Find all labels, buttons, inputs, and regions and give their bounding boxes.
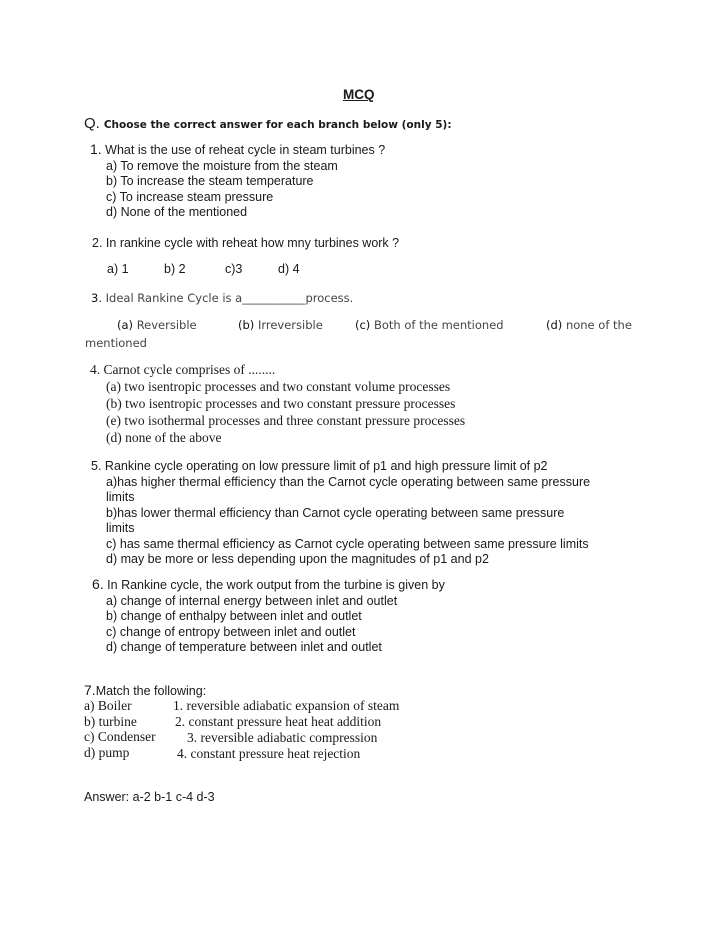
question-4-option: (a) two isentropic processes and two constant volume processes: [106, 379, 451, 394]
question-4-option: (e) two isothermal processes and three constant pressure processes: [106, 413, 466, 428]
question-4-text: 4. Carnot cycle comprises of ........: [90, 362, 276, 377]
question-3-number: 3.: [91, 291, 102, 305]
question-1: [90, 142, 385, 221]
question-6: [92, 577, 445, 656]
question-3-option: [546, 318, 632, 332]
question-7: [84, 682, 206, 698]
question-5-line: c) has same thermal efficiency as Carnot cycle operating between same pressure limits: [106, 536, 589, 551]
page-title: MCQ: [343, 87, 375, 102]
question-5-text: Rankine cycle operating on low pressure limit of p1 and high pressure limit of p2: [104, 459, 548, 473]
answer-text: Answer: a-2 b-1 c-4 d-3: [84, 790, 215, 804]
match-left-item: a) Boiler: [84, 698, 132, 713]
match-right-item: 3. reversible adiabatic compression: [187, 730, 378, 745]
question-3-option-wrap: mentioned: [85, 336, 147, 350]
instruction: [84, 115, 452, 133]
question-3-option-text: Both of the mentioned: [373, 318, 504, 332]
question-5: [91, 459, 590, 568]
question-6-option: c) change of entropy between inlet and outlet: [106, 624, 356, 639]
question-5-line: limits: [106, 490, 135, 504]
question-6-option: d) change of temperature between inlet and outlet: [106, 640, 382, 654]
question-3-option-key: (b): [238, 318, 255, 332]
question-3-option: [355, 318, 504, 332]
question-1-option: c) To increase steam pressure: [106, 189, 274, 204]
question-1-text: What is the use of reheat cycle in steam turbines ?: [105, 143, 386, 157]
question-3-option-text: none of the: [565, 318, 632, 332]
match-left-item: c) Condenser: [84, 729, 156, 744]
question-1-option: b) To increase the steam temperature: [106, 174, 314, 188]
match-right-item: 1. reversible adiabatic expansion of steam: [173, 698, 400, 713]
instruction-marker: Q.: [84, 115, 100, 132]
question-6-number: 6.: [92, 576, 104, 592]
match-left-item: d) pump: [84, 744, 130, 760]
match-right-item: 2. constant pressure heat heat addition: [175, 714, 382, 729]
question-6-option: b) change of enthalpy between inlet and outlet: [106, 609, 362, 623]
question-3-option: [238, 318, 323, 332]
question-2-number: 2.: [92, 236, 103, 250]
question-1-number: 1.: [90, 141, 102, 157]
question-5-number: 5.: [91, 459, 102, 473]
question-3-text: Ideal Rankine Cycle is a___________process.: [105, 291, 354, 305]
question-5-line: limits: [106, 521, 135, 535]
question-2-text: In rankine cycle with reheat how mny turbines work ?: [105, 236, 400, 250]
question-3-option-key: (a): [117, 318, 134, 332]
match-left-column: [84, 698, 156, 760]
question-7-number: 7.: [84, 682, 96, 698]
question-2-option: b) 2: [164, 262, 186, 276]
question-2-option: d) 4: [278, 262, 300, 276]
question-4: [90, 361, 465, 446]
question-1-option: a) To remove the moisture from the steam: [106, 158, 338, 173]
question-5-line: d) may be more or less depending upon the magnitudes of p1 and p2: [106, 552, 489, 566]
question-2-option: c)3: [225, 262, 243, 276]
question-3-option-text: Irreversible: [257, 318, 323, 332]
question-2: [92, 236, 399, 250]
question-7-text: Match the following:: [95, 684, 207, 698]
question-3-option-key: (d): [546, 318, 563, 332]
question-3-option-key: (c): [355, 318, 371, 332]
question-4-option: (d) none of the above: [106, 430, 222, 445]
question-2-option: a) 1: [107, 262, 129, 276]
question-1-option: d) None of the mentioned: [106, 205, 248, 219]
instruction-text: Choose the correct answer for each branch below (only 5):: [103, 119, 452, 131]
match-right-item: 4. constant pressure heat rejection: [177, 746, 361, 761]
question-3: [91, 291, 353, 305]
question-5-line: a)has higher thermal efficiency than the Carnot cycle operating between same pressure: [106, 474, 591, 489]
match-left-item: b) turbine: [84, 713, 137, 729]
question-3-option-text: Reversible: [136, 318, 197, 332]
question-5-line: b)has lower thermal efficiency than Carnot cycle operating between same pressure: [106, 505, 565, 520]
question-6-option: a) change of internal energy between inlet and outlet: [106, 593, 398, 608]
question-3-option: [117, 318, 197, 332]
question-6-text: In Rankine cycle, the work output from the turbine is given by: [107, 578, 445, 592]
question-4-option: (b) two isentropic processes and two constant pressure processes: [106, 396, 456, 411]
